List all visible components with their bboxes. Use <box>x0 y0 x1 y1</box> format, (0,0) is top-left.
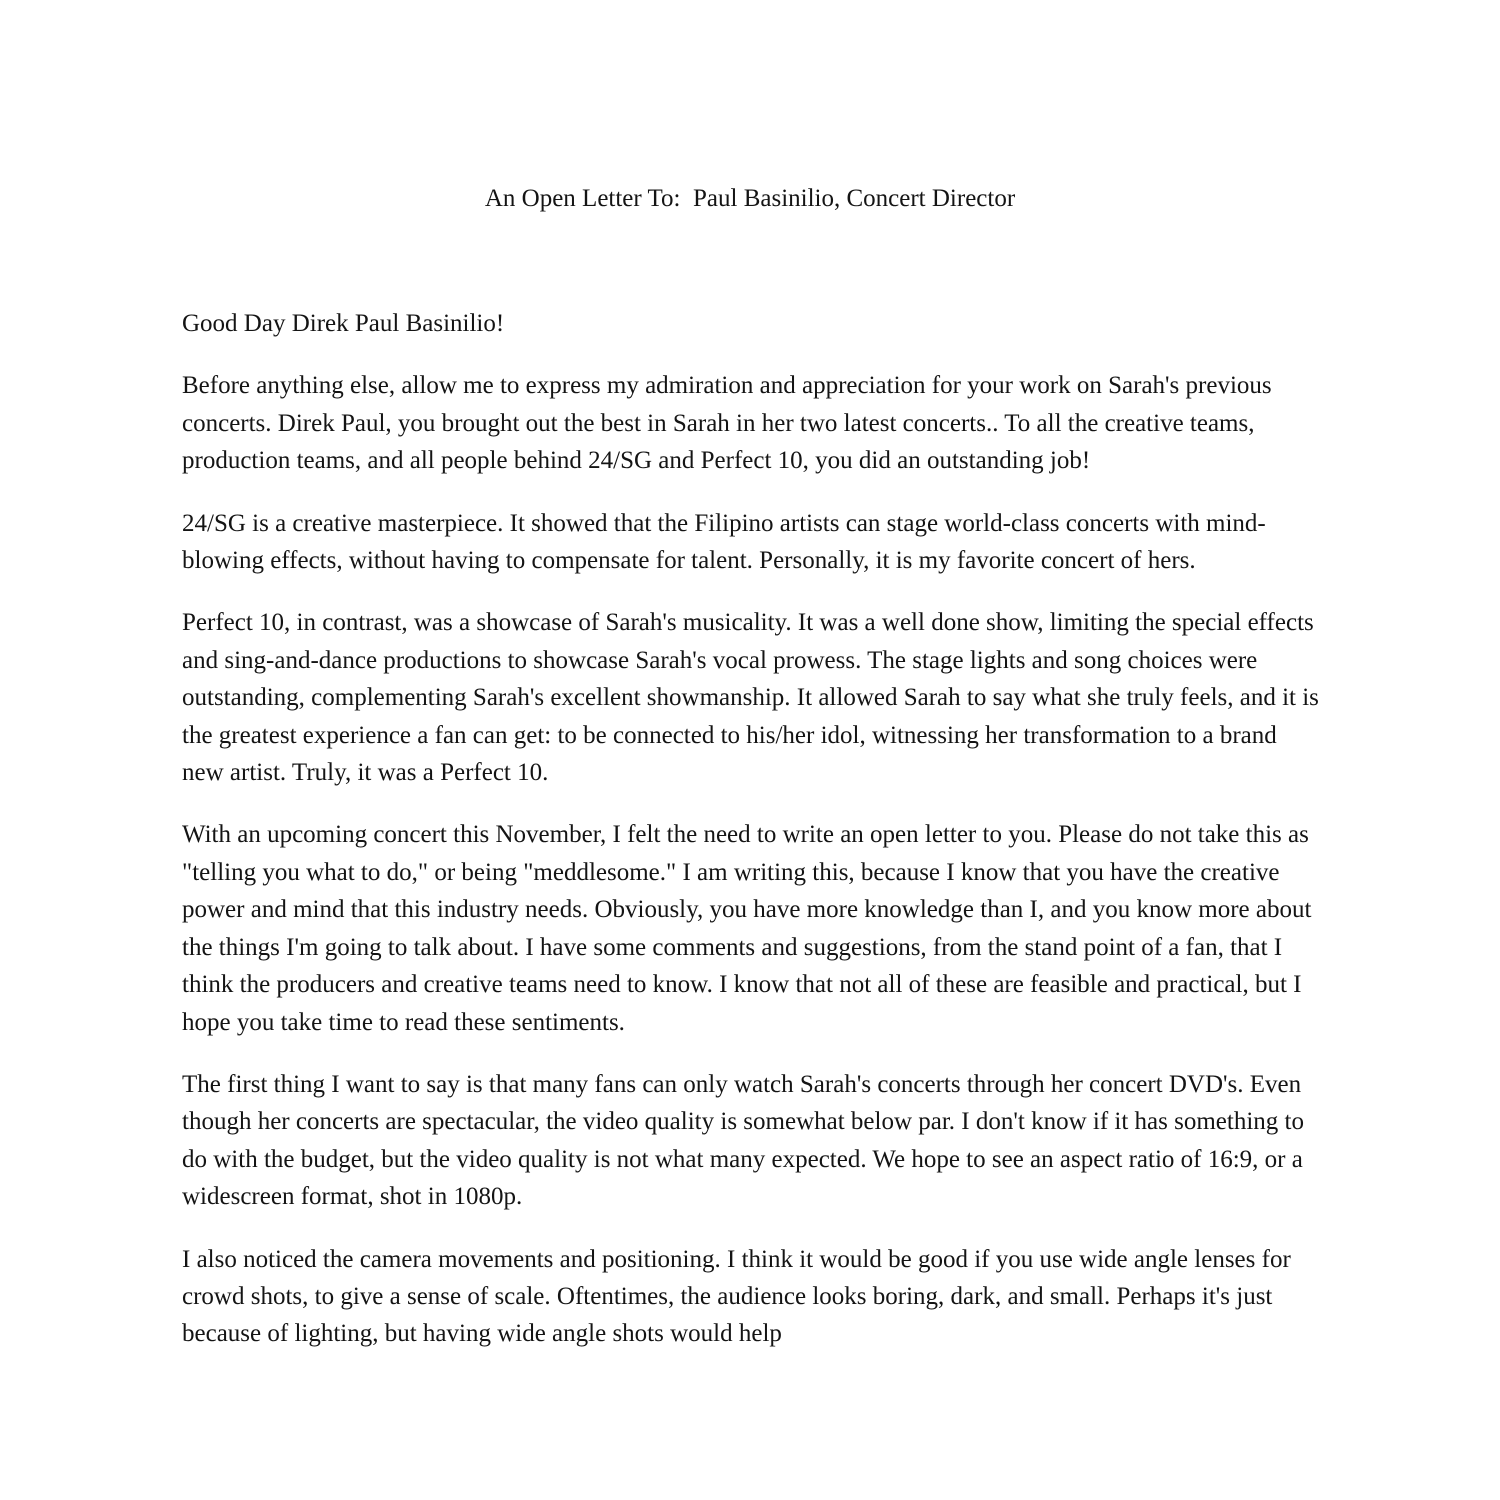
paragraph-24sg: 24/SG is a creative masterpiece. It showed that the Filipino artists can stage world-class concerts with mind-blowing effects, without having to compensate for talent. Personally, it is my favorite concert of hers. <box>182 509 1266 575</box>
paragraph-video-quality: The first thing I want to say is that many fans can only watch Sarah's concerts through her concert DVD's. Even though her concerts are spectacular, the video quality is somewhat below par. I don't know if it has something to do with the budget, but the video quality is not what many expected. We hope to see an aspect ratio of 16:9, or a widescreen format, shot in 1080p. <box>182 1070 1304 1211</box>
paragraph-admiration: Before anything else, allow me to express my admiration and appreciation for your work on Sarah's previous concerts. Direk Paul, you brought out the best in Sarah in her two latest concerts.. To all the creative teams, production teams, and all people behind 24/SG and Perfect 10, you did an outstanding job! <box>182 372 1272 475</box>
paragraph-upcoming-concert: With an upcoming concert this November, I felt the need to write an open letter to you. Please do not take this as "telling you what to do," or being "meddlesome." I am writing this, because I know that you have the creative power and mind that this industry needs. Obviously, you have more knowledge than I, and you know more about the things I'm going to talk about. I have some comments and suggestions, from the stand point of a fan, that I think the producers and creative teams need to know. I know that not all of these are feasible and practical, but I hope you take time to read these sentiments. <box>182 821 1312 1036</box>
paragraph-camera: I also noticed the camera movements and positioning. I think it would be good if you use wide angle lenses for crowd shots, to give a sense of scale. Oftentimes, the audience looks boring, dark, and small. Perhaps it's just because of lighting, but having wide angle shots would help <box>182 1245 1291 1348</box>
letter-title: An Open Letter To: Paul Basinilio, Concert Director <box>484 185 1016 212</box>
letter-body <box>182 305 1322 1378</box>
paragraph-perfect-10: Perfect 10, in contrast, was a showcase of Sarah's musicality. It was a well done show, limiting the special effects and sing-and-dance productions to showcase Sarah's vocal prowess. The stage lights and song choices were outstanding, complementing Sarah's excellent showmanship. It allowed Sarah to say what she truly feels, and it is the greatest experience a fan can get: to be connected to his/her idol, witnessing her transformation to a brand new artist. Truly, it was a Perfect 10. <box>182 609 1319 787</box>
letter-greeting: Good Day Direk Paul Basinilio! <box>182 310 505 337</box>
